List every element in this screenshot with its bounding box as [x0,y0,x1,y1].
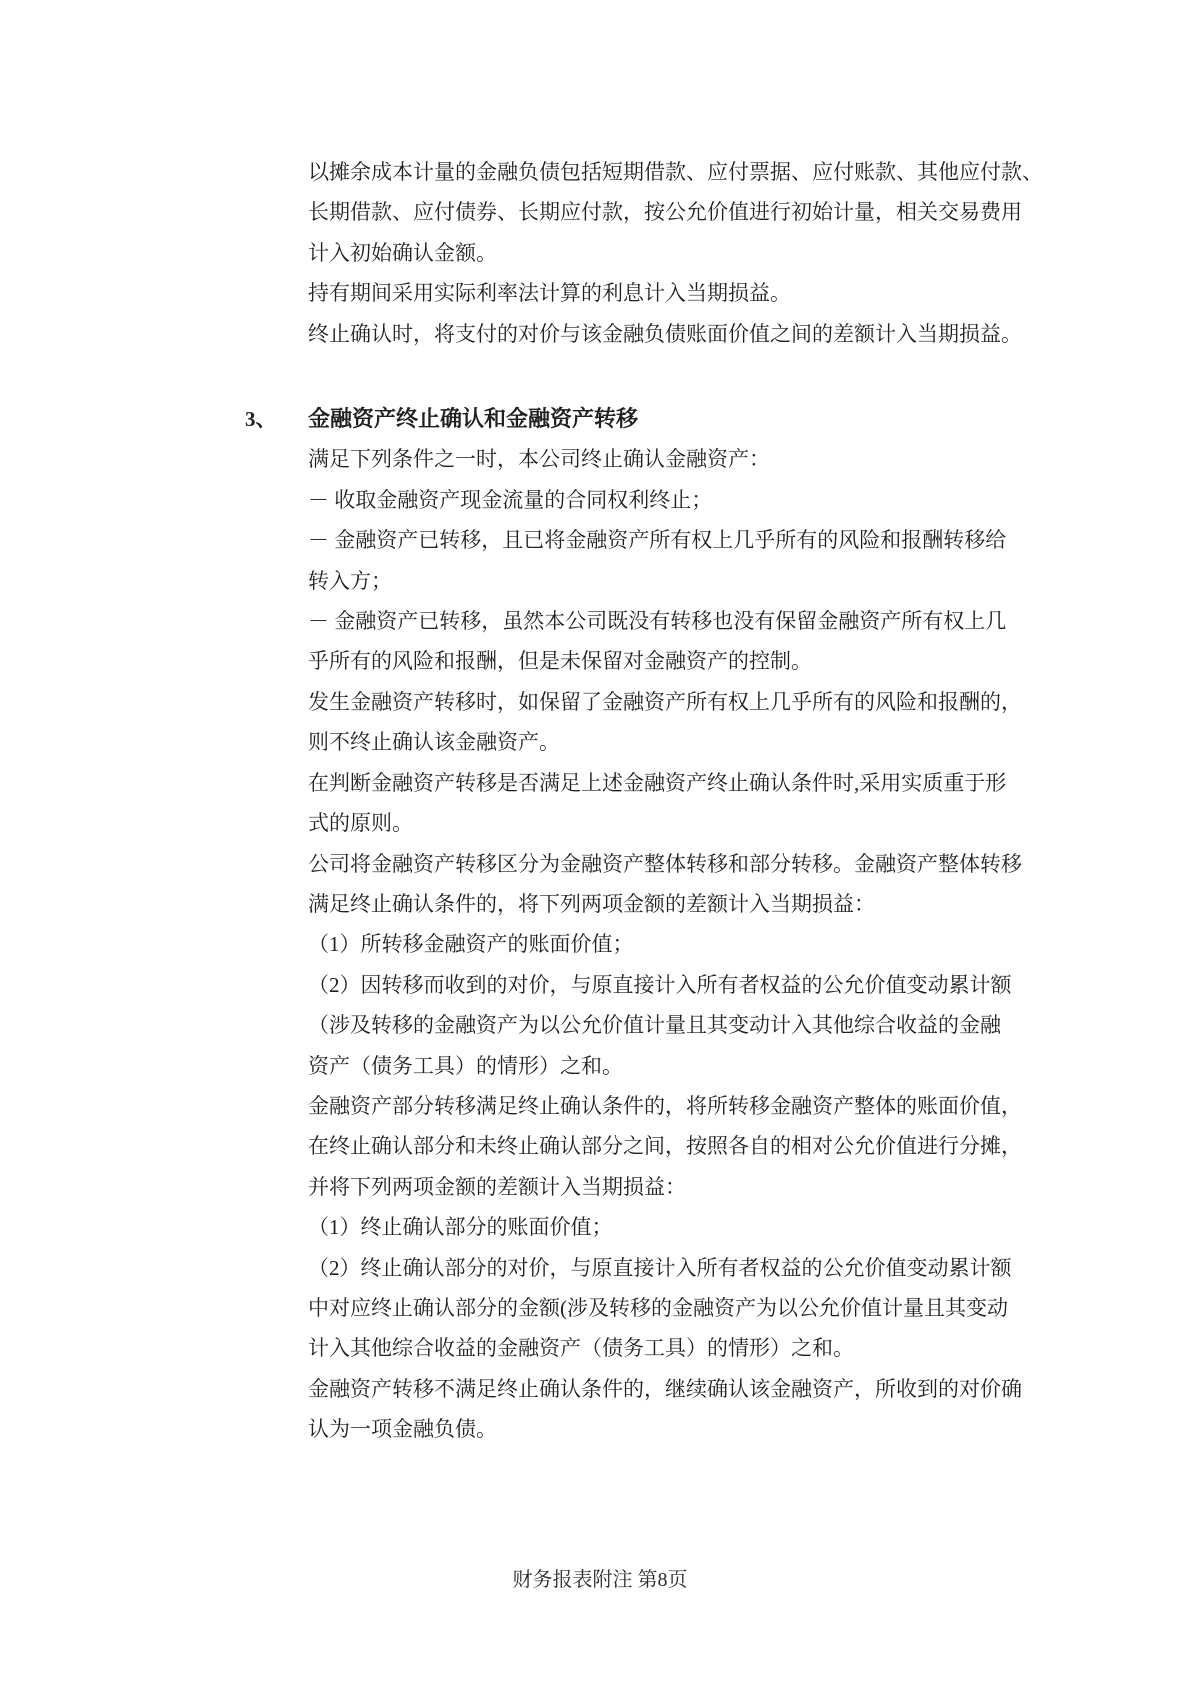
text-line: 并将下列两项金额的差额计入当期损益： [308,1174,686,1199]
text-line: （2）终止确认部分的对价，与原直接计入所有者权益的公允价值变动累计额 [308,1255,1012,1280]
section-title: 金融资产终止确认和金融资产转移 [308,406,639,432]
text-line: 资产（债务工具）的情形）之和。 [308,1053,623,1078]
text-line: 金融资产转移不满足终止确认条件的，继续确认该金融资产，所收到的对价确 [308,1376,1022,1401]
text-line: （2）因转移而收到的对价，与原直接计入所有者权益的公允价值变动累计额 [308,972,1012,997]
text-line: 认为一项金融负债。 [308,1417,497,1442]
text-line: 计入初始确认金额。 [308,240,497,265]
section-number: 3、 [245,407,277,432]
text-line: 则不终止确认该金融资产。 [308,730,560,755]
text-line: 转入方； [308,568,392,593]
text-line: 在终止确认部分和未终止确认部分之间，按照各自的相对公允价值进行分摊， [308,1134,1022,1159]
text-line: 长期借款、应付债券、长期应付款，按公允价值进行初始计量，相关交易费用 [308,200,1022,225]
document-body [245,152,1048,1450]
text-line: 公司将金融资产转移区分为金融资产整体转移和部分转移。金融资产整体转移 [308,851,1022,876]
text-line: 终止确认时，将支付的对价与该金融负债账面价值之间的差额计入当期损益。 [308,321,1022,346]
text-line: （1）所转移金融资产的账面价值； [308,932,634,957]
text-line: （1）终止确认部分的账面价值； [308,1215,613,1240]
page-footer: 财务报表附注 第8页 [512,1569,688,1591]
text-line: － 金融资产已转移，虽然本公司既没有转移也没有保留金融资产所有权上几 [308,609,1007,634]
text-line: 乎所有的风险和报酬，但是未保留对金融资产的控制。 [308,649,812,674]
text-line: 金融资产部分转移满足终止确认条件的，将所转移金融资产整体的账面价值， [308,1093,1022,1118]
text-line: 持有期间采用实际利率法计算的利息计入当期损益。 [308,281,791,306]
text-line: 中对应终止确认部分的金额(涉及转移的金融资产为以公允价值计量且其变动 [308,1295,1008,1320]
text-line: 满足终止确认条件的，将下列两项金额的差额计入当期损益： [308,891,875,916]
text-line: 计入其他综合收益的金融资产（债务工具）的情形）之和。 [308,1336,854,1361]
text-line: 发生金融资产转移时，如保留了金融资产所有权上几乎所有的风险和报酬的， [308,689,1022,714]
text-line: － 金融资产已转移，且已将金融资产所有权上几乎所有的风险和报酬转移给 [308,528,1007,553]
section-heading [245,399,1048,439]
section-gap [308,354,1048,399]
text-line: （涉及转移的金融资产为以公允价值计量且其变动计入其他综合收益的金融 [308,1013,1001,1038]
text-line: 满足下列条件之一时，本公司终止确认金融资产： [308,447,770,472]
text-line: － 收取金融资产现金流量的合同权利终止； [308,487,713,512]
text-line: 式的原则。 [308,811,413,836]
text-line: 以摊余成本计量的金融负债包括短期借款、应付票据、应付账款、其他应付款、 [308,160,1043,184]
text-line: 在判断金融资产转移是否满足上述金融资产终止确认条件时,采用实质重于形 [308,770,1007,795]
